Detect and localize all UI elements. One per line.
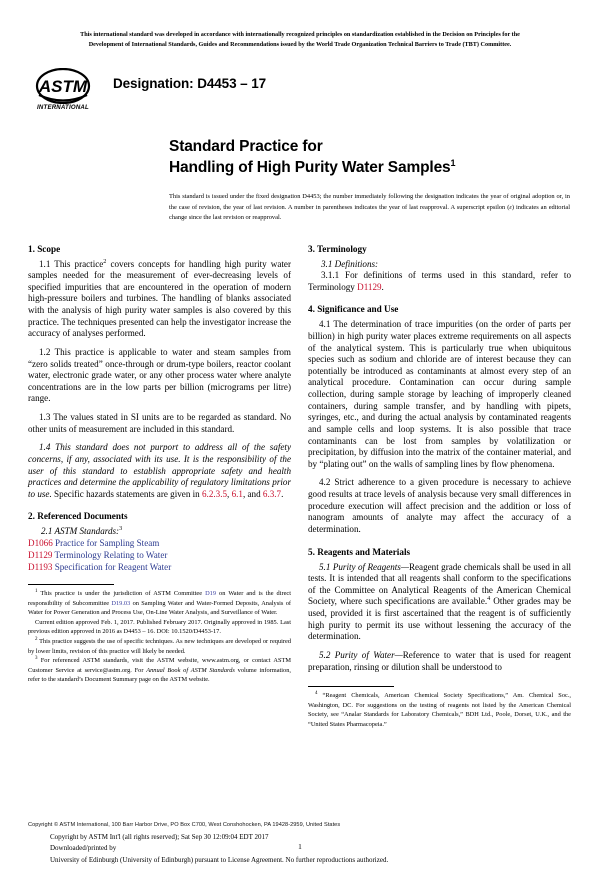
license-line-1: Copyright by ASTM Int'l (all rights reserved); Sat Sep 30 12:09:04 EDT 2017 <box>50 833 269 842</box>
committee-link-d19[interactable]: D19 <box>205 590 217 598</box>
footnote-2-text: This practice suggests the use of specific techniques. As new techniques are developed or required by lower limits, revision of this practice will likely be needed. <box>28 637 291 655</box>
heading-scope: 1. Scope <box>28 243 61 254</box>
paragraph-3-1 <box>308 259 571 271</box>
paragraph-5-2 <box>308 650 571 673</box>
page-title <box>169 137 572 178</box>
masthead <box>28 66 572 111</box>
para-5-2-label: 5.2 Purity of Water— <box>319 649 403 660</box>
title-line-2: Handling of High Purity Water Samples <box>169 158 451 176</box>
para-5-1-b: Other grades may be used, provided it is first ascertained that the reagent is of sufficiently high purity to permit its use without lessening the accuracy of the determination. <box>308 596 571 642</box>
wto-banner-line1: This international standard was developed in accordance with internationally recognized principles on standardization established in the Decision on Principles for the <box>80 31 520 38</box>
paragraph-2-1 <box>28 526 291 538</box>
para-2-1-label: 2.1 ASTM Standards: <box>41 526 120 537</box>
standard-title: Practice for Sampling Steam <box>55 537 160 548</box>
copyright-notice: Copyright © ASTM International, 100 Barr Harbor Drive, PO Box C700, West Conshohocken, PA 19428-2959, United States <box>28 822 341 829</box>
license-line-2: Downloaded/printed by <box>50 844 117 853</box>
title-footnote-marker: 1 <box>450 157 456 168</box>
designation-label: Designation: D4453 – 17 <box>113 76 267 92</box>
paragraph-5-1 <box>308 562 571 643</box>
paragraph-1-3: 1.3 The values stated in SI units are to be regarded as standard. No other units of measurement are included in this standard. <box>28 412 291 434</box>
para-2-1-footnote-marker: 3 <box>119 525 123 533</box>
list-item[interactable] <box>28 550 291 562</box>
footnote-1-part1: This practice is under the jurisdiction of ASTM Committee <box>37 590 206 598</box>
astm-logo-subtitle: INTERNATIONAL <box>37 104 89 112</box>
heading-referenced-documents: 2. Referenced Documents <box>28 511 128 522</box>
wto-banner <box>28 30 572 49</box>
referenced-standards-list <box>28 538 291 573</box>
para-3-1-1-b: . <box>381 281 384 292</box>
footnote-edition-info: Current edition approved Feb. 1, 2017. Published February 2017. Originally approved in 1985. Last previous edition approved in 2016 as D4453 – 16. DOI: 10.1520/D4453-17. <box>28 618 291 636</box>
document-page <box>0 30 600 880</box>
title-line-1: Standard Practice for <box>169 138 323 156</box>
subcommittee-link-d19-03[interactable]: D19.03 <box>111 599 131 607</box>
standard-number: D1066 <box>28 537 53 548</box>
footnote-3-marker: 3 <box>35 655 38 661</box>
issue-note-part1: This standard is issued under the fixed designation D4453; the number immediately following the designation indicates the year of original adoption or, in the case of revision, the year of last revision. A number in parentheses indicates the year of last reapproval. A superscript epsilon ( <box>169 193 570 211</box>
body-columns <box>28 244 572 730</box>
footnote-1-part2: on Water and is the direct responsibility of Subcommittee <box>28 590 291 607</box>
footnote-4 <box>308 691 571 729</box>
heading-terminology: 3. Terminology <box>308 243 367 254</box>
paragraph-4-1: 4.1 The determination of trace impurities (on the order of parts per billion) in high purity water places extreme requirements on all aspects of the analytical system. This is particularly true when ubiquitous species such as sodium and chloride are of interest because they can potentially be introduced as contaminants at almost every step of an analytical procedure. Contamination can occur during sample collection, during sample storage by leaching of improperly cleaned containers, during sample transfer, and by handling with pipets, syringes, etc., and during the actual analysis by contaminated reagents and sample cells and loop systems. It is also possible that trace contaminants can be lost from samples by volatilization or precipitation, by diffusion into the matrix of the container material, and by “plating out” on the walls of sampling lines by flow phenomena. <box>308 319 571 469</box>
paragraph-1-2: 1.2 This practice is applicable to water and steam samples from “zero solids treated” once-through or drum-type boilers, reactor coolant water, electronic grade water, or any other process water where analyte concentrations are in the low parts per billion (micrograms per litre) range. <box>28 346 291 404</box>
standard-title: Terminology Relating to Water <box>54 549 168 560</box>
para-5-1-a: Reagent grade chemicals shall be used in all tests. It is intended that all reagents shall conform to the specifications of the Committee on Analytical Reagents of the American Chemical Society, where such specifications are available. <box>308 561 571 607</box>
issue-note <box>169 192 572 223</box>
para-1-4-sep1: , <box>227 488 232 499</box>
cross-ref-6-2-3-5[interactable]: 6.2.3.5 <box>202 488 228 499</box>
footnote-3-italic: Annual Book of ASTM Standards <box>146 666 235 674</box>
para-3-1-1-a: 3.1.1 For definitions of terms used in this standard, refer to Terminology <box>308 270 571 292</box>
list-item[interactable] <box>28 538 291 550</box>
standard-number: D1129 <box>28 549 53 560</box>
title-block <box>28 137 572 223</box>
footnote-divider <box>308 686 394 687</box>
page-footer <box>0 822 600 866</box>
paragraph-1-1 <box>28 259 291 340</box>
cross-ref-6-1[interactable]: 6.1 <box>231 488 243 499</box>
standard-title: Specification for Reagent Water <box>54 561 172 572</box>
para-1-4-sep2: , and <box>242 488 263 499</box>
left-footnotes <box>28 584 291 684</box>
issue-note-part2: ) indicates an editorial change since the last revision or reapproval. <box>169 203 570 222</box>
para-5-1-label: 5.1 Purity of Reagents— <box>319 561 409 572</box>
footnote-3 <box>28 656 291 685</box>
paragraph-3-1-1 <box>308 270 571 293</box>
para-5-2-a: Reference to water that is used for reagent preparation, rinsing or dilution shall be understood to <box>308 649 572 672</box>
footnote-divider <box>28 584 114 585</box>
right-footnotes <box>308 686 571 729</box>
issue-note-epsilon: ε <box>509 203 512 211</box>
page-number: 1 <box>298 842 302 852</box>
para-5-1-footnote-marker: 4 <box>487 595 491 603</box>
list-item[interactable] <box>28 562 291 574</box>
para-1-4-end: . <box>281 488 284 499</box>
license-block <box>28 832 572 866</box>
footnote-4-text: “Reagent Chemicals, American Chemical Society Specifications,” Am. Chemical Soc., Washington, DC. For suggestions on the testing of reagents not listed by the American Chemical Society, see “Analar Standards for Laboratory Chemicals,” BDH Ltd., Poole, Dorset, U.K., and the “United States Pharmacopeia.” <box>308 692 571 728</box>
para-1-1-footnote-marker: 2 <box>103 257 107 265</box>
heading-significance-and-use: 4. Significance and Use <box>308 304 399 315</box>
wto-banner-line2: Development of International Standards, Guides and Recommendations issued by the World Trade Organization Technical Barriers to Trade (TBT) Committee. <box>88 40 512 48</box>
standard-ref-d1129[interactable]: D1129 <box>357 281 382 292</box>
astm-logo-icon <box>34 68 92 104</box>
footnote-1-part3: on Sampling Water and Water-Formed Deposits, Analysis of Water for Power Generation and Process Use, On-Line Water Analysis, and Surveillance of Water. <box>28 599 291 617</box>
license-line-3: University of Edinburgh (University of Edinburgh) pursuant to License Agreement. No further reproductions authorized. <box>50 855 389 864</box>
footnote-1 <box>28 589 291 618</box>
left-column <box>28 244 291 730</box>
footnote-4-marker: 4 <box>315 691 318 697</box>
astm-logo <box>28 66 98 111</box>
paragraph-1-4 <box>28 442 291 500</box>
standard-number: D1193 <box>28 561 53 572</box>
svg-text:ASTM: ASTM <box>38 77 88 97</box>
paragraph-4-2: 4.2 Strict adherence to a given procedure is necessary to achieve good results at trace levels of analysis because very small differences in procedure execution will affect precision and the addition or loss of nanogram amounts of analyte may affect the accuracy of a determination. <box>308 477 571 534</box>
footnote-3-part1: For referenced ASTM standards, visit the ASTM website, www.astm.org, or contact ASTM Customer Service at service@astm.org. For <box>28 657 291 674</box>
para-3-1-label: 3.1 Definitions: <box>321 258 379 269</box>
footnote-1-marker: 1 <box>35 589 38 595</box>
footnote-2-marker: 2 <box>35 636 38 642</box>
cross-ref-6-3-7[interactable]: 6.3.7 <box>262 488 282 499</box>
para-1-4-italic: 1.4 This standard does not purport to address all of the safety concerns, if any, associated with its use. It is the responsibility of the user of this standard to establish appropriate safety and health practices and determine the applicability of regulatory limitations prior to use. <box>28 442 291 499</box>
para-1-1-a: 1.1 This practice <box>39 258 104 269</box>
para-1-4-b: Specific hazards statements are given in <box>51 488 202 499</box>
heading-reagents-and-materials: 5. Reagents and Materials <box>308 546 411 557</box>
footnote-3-part2: volume information, refer to the standard’s Document Summary page on the ASTM website. <box>28 666 291 684</box>
footnote-2 <box>28 637 291 656</box>
para-1-1-b: covers concepts for handling high purity water samples needed for the measurement of ever-decreasing levels of specified impurities that are encountered in the operation of modern high-pressure boilers and turbines. The handling of blanks associated with the analysis of high purity water samples is also covered by this practice. The techniques presented can help the investigator increase the accuracy of analyses performed. <box>28 258 291 339</box>
right-column <box>308 244 571 730</box>
